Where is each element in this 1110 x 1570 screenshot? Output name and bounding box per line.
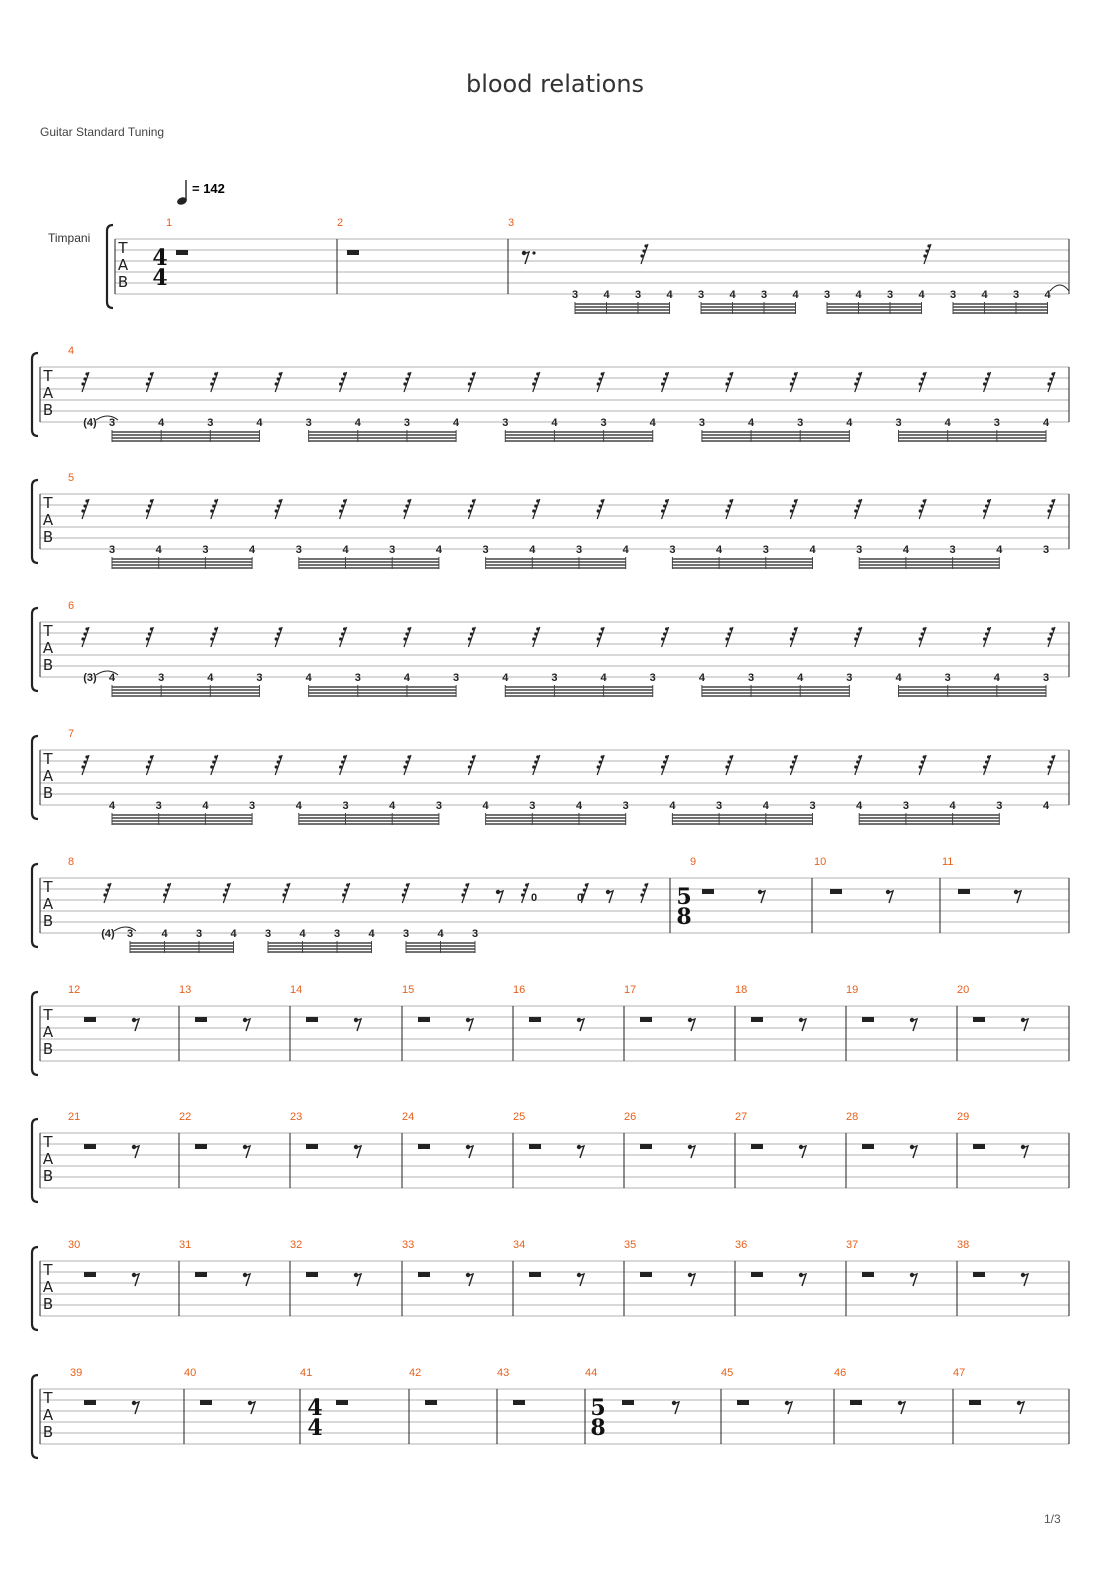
half-rest: [737, 1400, 749, 1405]
half-rest: [425, 1400, 437, 1405]
half-rest: [973, 1017, 985, 1022]
half-rest: [418, 1017, 430, 1022]
measure-number: 37: [846, 1239, 859, 1251]
half-rest: [751, 1272, 763, 1277]
fret-number: 4: [1044, 289, 1051, 301]
fret-number: 3: [1012, 289, 1020, 301]
fret-number: 3: [949, 289, 957, 301]
fret-number: 3: [529, 800, 536, 812]
measure-number: 11: [942, 856, 954, 868]
fret-number: 4: [551, 417, 558, 429]
fret-number: 4: [161, 928, 168, 940]
measure-number: 15: [402, 984, 415, 996]
fret-number: 4: [305, 672, 312, 684]
fret-number: 4: [747, 417, 755, 429]
song-title: blood relations: [465, 70, 645, 98]
fret-number: 3: [886, 289, 894, 301]
fret-number: 4: [996, 544, 1003, 556]
fret-number: 3: [622, 800, 629, 812]
fret-number: 0: [530, 892, 538, 904]
fret-number: 4: [600, 672, 607, 684]
tab-letter-a: A: [42, 767, 54, 785]
half-rest: [529, 1144, 541, 1149]
tie-arc: [1050, 285, 1069, 291]
fret-number: 3: [482, 544, 489, 556]
half-rest: [862, 1017, 874, 1022]
fret-number: 4: [342, 544, 349, 556]
half-rest: [529, 1017, 541, 1022]
fret-number: 3: [249, 800, 256, 812]
system-9: [32, 1239, 1069, 1330]
fret-number: 3: [389, 544, 396, 556]
fret-number: 4: [902, 544, 909, 556]
tab-letter-t: T: [43, 878, 53, 896]
fret-number: 4: [895, 672, 902, 684]
system-bracket: [32, 353, 38, 436]
half-rest: [84, 1272, 96, 1277]
instrument-name: Timpani: [48, 231, 91, 245]
fret-number: 3: [155, 800, 162, 812]
fret-number: 4: [437, 928, 444, 940]
half-rest: [973, 1144, 985, 1149]
tab-letter-a: A: [42, 511, 54, 529]
time-sig-denominator: 8: [676, 904, 692, 930]
system-3: [32, 472, 1069, 569]
measure-number: 32: [290, 1239, 303, 1251]
half-rest: [830, 889, 842, 894]
fret-number: 3: [195, 928, 203, 940]
fret-number: 4: [249, 544, 256, 556]
tab-letter-b: B: [42, 784, 54, 802]
tab-letter-b: B: [117, 273, 129, 291]
half-rest: [84, 1144, 96, 1149]
fret-number: 3: [575, 544, 583, 556]
fret-number: 3: [669, 544, 676, 556]
fret-number: 3: [342, 800, 349, 812]
tab-letter-t: T: [43, 367, 53, 385]
half-rest: [200, 1400, 212, 1405]
system-bracket: [32, 736, 38, 819]
measure-number: 28: [846, 1111, 859, 1123]
fret-number: 3: [295, 544, 302, 556]
tab-letter-t: T: [43, 1389, 53, 1407]
fret-number: 4: [855, 289, 862, 301]
fret-number: 3: [502, 417, 509, 429]
measure-number: 22: [179, 1111, 192, 1123]
fret-number: 3: [551, 672, 558, 684]
half-rest: [640, 1017, 652, 1022]
tab-letter-a: A: [117, 256, 129, 274]
tempo-marking: [176, 180, 225, 206]
tab-letter-b: B: [42, 912, 54, 930]
measure-number: 6: [68, 600, 75, 612]
measure-number: 33: [402, 1239, 415, 1251]
fret-number: 3: [797, 417, 804, 429]
tab-letter-b: B: [42, 1167, 54, 1185]
fret-number: 3: [1042, 672, 1050, 684]
half-rest: [973, 1272, 985, 1277]
tab-letter-a: A: [42, 639, 54, 657]
fret-number: 4: [502, 672, 509, 684]
fret-number: 3: [403, 417, 411, 429]
fret-number: 3: [126, 928, 134, 940]
fret-number: 3: [993, 417, 1000, 429]
fret-number: 3: [1042, 544, 1050, 556]
tab-letter-t: T: [43, 494, 53, 512]
time-sig-denominator: 4: [307, 1415, 323, 1441]
tab-letter-b: B: [42, 1040, 54, 1058]
measure-number: 2: [337, 217, 344, 229]
half-rest: [702, 889, 714, 894]
measure-number: 41: [300, 1367, 313, 1379]
half-rest: [306, 1272, 318, 1277]
time-sig-denominator: 8: [590, 1415, 606, 1441]
fret-number: 4: [698, 672, 705, 684]
fret-number: 4: [202, 800, 209, 812]
measure-number: 18: [735, 984, 748, 996]
fret-number: 3: [996, 800, 1003, 812]
fret-number: 0: [576, 892, 584, 904]
fret-number: 4: [622, 544, 629, 556]
measure-number: 44: [585, 1367, 598, 1379]
fret-number: 4: [207, 672, 214, 684]
half-rest: [513, 1400, 525, 1405]
half-rest: [958, 889, 970, 894]
half-rest: [751, 1144, 763, 1149]
fret-number: 4: [949, 800, 956, 812]
half-rest: [347, 250, 359, 255]
tab-letter-b: B: [42, 401, 54, 419]
time-sig-denominator: 4: [152, 265, 168, 291]
fret-number: 3: [747, 672, 755, 684]
fret-number: 4: [762, 800, 769, 812]
half-rest: [640, 1144, 652, 1149]
measure-number: 5: [68, 472, 75, 484]
system-10: [32, 1367, 1069, 1458]
fret-number: 3: [108, 417, 116, 429]
system-8: [32, 1111, 1069, 1202]
fret-number: 3: [716, 800, 723, 812]
measure-number: 27: [735, 1111, 748, 1123]
fret-number: 3: [649, 672, 656, 684]
fret-number: 3: [902, 800, 909, 812]
half-rest: [306, 1144, 318, 1149]
fret-number: 4: [993, 672, 1000, 684]
half-rest: [336, 1400, 348, 1405]
fret-number: 4: [529, 544, 536, 556]
dot: [532, 251, 535, 254]
fret-number: 3: [435, 800, 442, 812]
fret-number: 4: [230, 928, 237, 940]
fret-number: 4: [856, 800, 863, 812]
system-6: [32, 856, 1069, 953]
fret-number: 3: [944, 672, 951, 684]
fret-number: 4: [669, 800, 676, 812]
fret-number: 3: [354, 672, 361, 684]
fret-number: 4: [809, 544, 816, 556]
fret-number: 3: [571, 289, 579, 301]
measure-number: 35: [624, 1239, 637, 1251]
fret-number: 3: [453, 672, 460, 684]
fret-number: 4: [797, 672, 804, 684]
fret-number: 3: [202, 544, 209, 556]
system-bracket: [32, 1119, 38, 1202]
measure-number: 1: [166, 217, 173, 229]
fret-number: 4: [846, 417, 853, 429]
half-rest: [862, 1144, 874, 1149]
tab-letter-t: T: [43, 1006, 53, 1024]
measure-number: 23: [290, 1111, 303, 1123]
system-7: [32, 984, 1069, 1075]
system-bracket: [32, 992, 38, 1075]
measure-number: 14: [290, 984, 303, 996]
time-sig-numerator: 4: [307, 1395, 323, 1421]
measure-number: 40: [184, 1367, 197, 1379]
measure-number: 38: [957, 1239, 970, 1251]
half-rest: [306, 1017, 318, 1022]
fret-number: 3: [108, 544, 116, 556]
fret-number: 3: [698, 417, 705, 429]
tab-letter-t: T: [43, 1133, 53, 1151]
half-rest: [418, 1144, 430, 1149]
half-rest: [529, 1272, 541, 1277]
measure-number: 13: [179, 984, 192, 996]
system-5: [32, 728, 1069, 825]
fret-number: 3: [809, 800, 816, 812]
fret-number: 3: [846, 672, 853, 684]
time-sig-numerator: 4: [152, 245, 168, 271]
measure-number: 8: [68, 856, 75, 868]
measure-number: 20: [957, 984, 970, 996]
fret-number: 3: [264, 928, 272, 940]
fret-number: 4: [299, 928, 306, 940]
measure-number: 7: [68, 728, 75, 740]
fret-number: 4: [368, 928, 375, 940]
tab-letter-b: B: [42, 656, 54, 674]
half-rest: [84, 1400, 96, 1405]
system-bracket: [32, 608, 38, 691]
time-sig-numerator: 5: [590, 1395, 606, 1421]
half-rest: [195, 1017, 207, 1022]
tied-fret-number: (4): [83, 417, 97, 429]
measure-number: 21: [68, 1111, 81, 1123]
measure-number: 47: [953, 1367, 966, 1379]
fret-number: 3: [256, 672, 263, 684]
system-bracket: [107, 225, 113, 308]
measure-number: 34: [513, 1239, 526, 1251]
fret-number: 3: [823, 289, 831, 301]
tab-letter-t: T: [43, 750, 53, 768]
tab-letter-t: T: [118, 239, 128, 257]
fret-number: 3: [207, 417, 214, 429]
fret-number: 4: [155, 544, 162, 556]
fret-number: 4: [354, 417, 361, 429]
fret-number: 4: [435, 544, 442, 556]
measure-number: 42: [409, 1367, 422, 1379]
fret-number: 4: [256, 417, 263, 429]
fret-number: 3: [600, 417, 607, 429]
measure-number: 17: [624, 984, 637, 996]
measure-number: 9: [690, 856, 697, 868]
measure-number: 25: [513, 1111, 526, 1123]
measure-number: 16: [513, 984, 526, 996]
half-rest: [751, 1017, 763, 1022]
measure-number: 24: [402, 1111, 415, 1123]
fret-number: 3: [856, 544, 863, 556]
system-bracket: [32, 480, 38, 563]
fret-number: 3: [158, 672, 165, 684]
fret-number: 4: [729, 289, 736, 301]
tempo-value: = 142: [192, 181, 225, 196]
tab-letter-a: A: [42, 1150, 54, 1168]
fret-number: 4: [666, 289, 673, 301]
fret-number: 3: [895, 417, 902, 429]
fret-number: 3: [760, 289, 768, 301]
fret-number: 4: [403, 672, 411, 684]
measure-number: 29: [957, 1111, 970, 1123]
fret-number: 4: [981, 289, 988, 301]
measure-number: 46: [834, 1367, 847, 1379]
measure-number: 4: [68, 345, 75, 357]
half-rest: [969, 1400, 981, 1405]
measure-number: 3: [508, 217, 515, 229]
measure-number: 12: [68, 984, 81, 996]
system-2: [32, 345, 1069, 442]
time-sig-numerator: 5: [676, 884, 692, 910]
tab-letter-a: A: [42, 1406, 54, 1424]
tab-letter-b: B: [42, 528, 54, 546]
half-rest: [850, 1400, 862, 1405]
half-rest: [176, 250, 188, 255]
half-rest: [640, 1272, 652, 1277]
fret-number: 4: [575, 800, 583, 812]
fret-number: 4: [792, 289, 799, 301]
fret-number: 4: [453, 417, 460, 429]
half-rest: [418, 1272, 430, 1277]
tab-letter-t: T: [43, 622, 53, 640]
system-bracket: [32, 1247, 38, 1330]
fret-number: 3: [471, 928, 479, 940]
fret-number: 3: [402, 928, 410, 940]
tab-letter-a: A: [42, 895, 54, 913]
fret-number: 3: [762, 544, 769, 556]
fret-number: 4: [1042, 800, 1050, 812]
fret-number: 3: [305, 417, 312, 429]
system-bracket: [32, 1375, 38, 1458]
measure-number: 43: [497, 1367, 510, 1379]
tab-letter-a: A: [42, 1023, 54, 1041]
measure-number: 19: [846, 984, 859, 996]
fret-number: 4: [108, 672, 116, 684]
half-rest: [622, 1400, 634, 1405]
page-number: 1/3: [1044, 1512, 1061, 1526]
tied-fret-number: (3): [83, 672, 97, 684]
half-rest: [84, 1017, 96, 1022]
fret-number: 3: [634, 289, 642, 301]
tab-letter-a: A: [42, 1278, 54, 1296]
measure-number: 10: [814, 856, 827, 868]
tied-fret-number: (4): [101, 928, 115, 940]
measure-number: 45: [721, 1367, 734, 1379]
fret-number: 4: [482, 800, 489, 812]
fret-number: 4: [295, 800, 302, 812]
fret-number: 3: [949, 544, 956, 556]
half-rest: [862, 1272, 874, 1277]
fret-number: 4: [389, 800, 396, 812]
tab-letter-b: B: [42, 1295, 54, 1313]
tuning-label: Guitar Standard Tuning: [40, 125, 165, 139]
fret-number: 4: [716, 544, 723, 556]
tab-letter-a: A: [42, 384, 54, 402]
system-4: [32, 600, 1069, 697]
measure-number: 30: [68, 1239, 81, 1251]
fret-number: 3: [697, 289, 705, 301]
measure-number: 39: [70, 1367, 83, 1379]
tab-letter-t: T: [43, 1261, 53, 1279]
fret-number: 4: [918, 289, 925, 301]
fret-number: 3: [333, 928, 341, 940]
fret-number: 4: [603, 289, 610, 301]
tab-letter-b: B: [42, 1423, 54, 1441]
measure-number: 36: [735, 1239, 748, 1251]
measure-number: 31: [179, 1239, 192, 1251]
measure-number: 26: [624, 1111, 637, 1123]
half-rest: [195, 1144, 207, 1149]
fret-number: 4: [158, 417, 165, 429]
system-bracket: [32, 864, 38, 947]
fret-number: 4: [108, 800, 116, 812]
fret-number: 4: [649, 417, 656, 429]
half-rest: [195, 1272, 207, 1277]
system-1: [107, 217, 1069, 314]
fret-number: 4: [1042, 417, 1050, 429]
fret-number: 4: [944, 417, 951, 429]
